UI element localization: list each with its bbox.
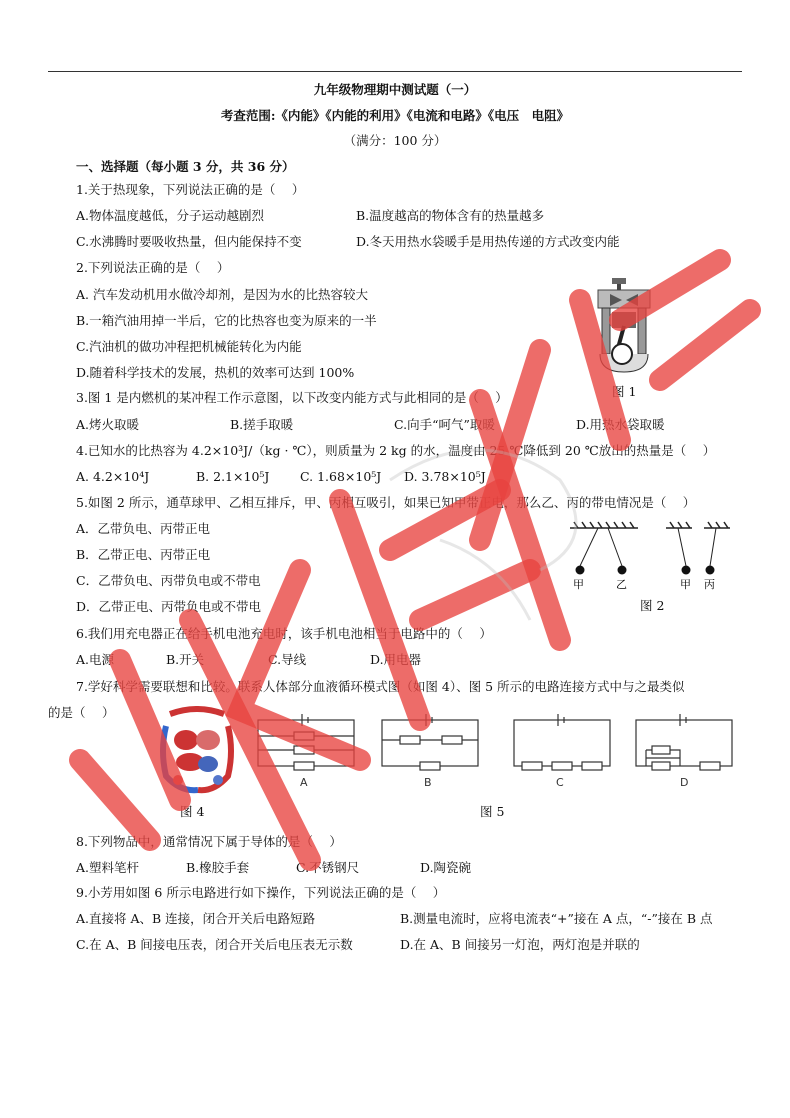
question-2-stem: 2.下列说法正确的是（ ） [76, 260, 230, 275]
figure-5-circuits [256, 710, 736, 792]
q4-option-c: C. 1.68×10⁵J [300, 469, 382, 484]
q8-option-a: A.塑料笔杆 [76, 860, 140, 875]
question-7-stem: 7.学好科学需要联想和比较。联系人体部分血液循环模式图（如图 4）、图 5 所示的电路连接方式中与之最类似 [76, 679, 685, 694]
q1-option-c: C.水沸腾时要吸收热量，但内能保持不变 [76, 234, 302, 249]
q6-option-b: B.开关 [166, 652, 205, 667]
q6-option-c: C.导线 [268, 652, 307, 667]
q9-option-c: C.在 A、B 间接电压表，闭合开关后电压表无示数 [76, 937, 353, 952]
q2-option-a: A. 汽车发动机用水做冷却剂，是因为水的比热容较大 [76, 287, 368, 302]
q3-option-c: C.向手“呵气”取暖 [394, 417, 495, 432]
q2-option-b: B.一箱汽油用掉一半后，它的比热容也变为原来的一半 [76, 313, 377, 328]
q5-option-d: D．乙带正电、丙带负电或不带电 [76, 599, 262, 614]
q9-option-d: D.在 A、B 间接另一灯泡，两灯泡是并联的 [400, 937, 640, 952]
figure-4-caption: 图 4 [180, 804, 205, 819]
page-title: 九年级物理期中测试题（一） [313, 82, 477, 97]
fig5-label-b: B [424, 776, 432, 789]
fig2-label-yi: 乙 [616, 578, 627, 591]
q5-option-a: A．乙带负电、丙带正电 [76, 521, 211, 536]
full-score: （满分：100 分） [343, 133, 447, 148]
q3-option-a: A.烤火取暖 [76, 417, 140, 432]
question-3-stem: 3.图 1 是内燃机的某冲程工作示意图，以下改变内能方式与此相同的是（ ） [76, 390, 508, 405]
q5-option-b: B．乙带正电、丙带正电 [76, 547, 211, 562]
q8-option-c: C.不锈钢尺 [296, 860, 360, 875]
q4-option-a: A. 4.2×10⁴J [76, 469, 150, 484]
fig2-label-jia: 甲 [573, 578, 584, 591]
figure-1-caption: 图 1 [612, 384, 637, 399]
q4-option-d: D. 3.78×10⁵J [404, 469, 486, 484]
figure-2-pith-balls [568, 520, 738, 592]
section-heading: 一、选择题（每小题 3 分，共 36 分） [76, 159, 295, 174]
q1-option-b: B.温度越高的物体含有的热量越多 [356, 208, 545, 223]
question-7-stem-cont: 的是（ ） [48, 705, 115, 720]
q8-option-d: D.陶瓷碗 [420, 860, 472, 875]
q4-option-b: B. 2.1×10⁵J [196, 469, 270, 484]
figure-2-caption: 图 2 [640, 598, 665, 613]
q3-option-d: D.用热水袋取暖 [576, 417, 665, 432]
q9-option-b: B.测量电流时，应将电流表“+”接在 A 点，“-”接在 B 点 [400, 911, 713, 926]
q9-option-a: A.直接将 A、B 连接，闭合开关后电路短路 [76, 911, 316, 926]
figure-4-blood-circulation [156, 706, 238, 796]
q2-option-c: C.汽油机的做功冲程把机械能转化为内能 [76, 339, 302, 354]
fig2-label-bing: 丙 [704, 578, 715, 591]
fig5-label-a: A [300, 776, 308, 789]
top-rule [48, 71, 742, 72]
q1-option-a: A.物体温度越低，分子运动越剧烈 [76, 208, 265, 223]
figure-5-caption: 图 5 [480, 804, 505, 819]
q5-option-c: C．乙带负电、丙带负电或不带电 [76, 573, 261, 588]
question-6-stem: 6.我们用充电器正在给手机电池充电时，该手机电池相当于电路中的（ ） [76, 626, 492, 641]
question-5-stem: 5.如图 2 所示，通草球甲、乙相互排斥，甲、丙相互吸引，如果已知甲带正电，那么乙、丙的带电情况是（ ） [76, 495, 696, 510]
q2-option-d: D.随着科学技术的发展，热机的效率可达到 100% [76, 365, 355, 380]
fig5-label-c: C [556, 776, 564, 789]
q3-option-b: B.搓手取暖 [230, 417, 294, 432]
question-4-stem: 4.已知水的比热容为 4.2×10³J/（kg · ℃），则质量为 2 kg 的水，温度由 25 ℃降低到 20 ℃放出的热量是（ ） [76, 443, 716, 458]
q8-option-b: B.橡胶手套 [186, 860, 250, 875]
q6-option-d: D.用电器 [370, 652, 422, 667]
exam-scope: 考查范围:《内能》《内能的利用》《电流和电路》《电压 电阻》 [220, 108, 570, 123]
q1-option-d: D.冬天用热水袋暖手是用热传递的方式改变内能 [356, 234, 620, 249]
question-1-stem: 1.关于热现象，下列说法正确的是（ ） [76, 182, 305, 197]
fig2-label-jia-2: 甲 [680, 578, 691, 591]
fig5-label-d: D [680, 776, 689, 789]
question-8-stem: 8.下列物品中，通常情况下属于导体的是（ ） [76, 834, 342, 849]
question-9-stem: 9.小芳用如图 6 所示电路进行如下操作，下列说法正确的是（ ） [76, 885, 446, 900]
figure-1-engine-diagram [592, 276, 656, 376]
q6-option-a: A.电源 [76, 652, 115, 667]
